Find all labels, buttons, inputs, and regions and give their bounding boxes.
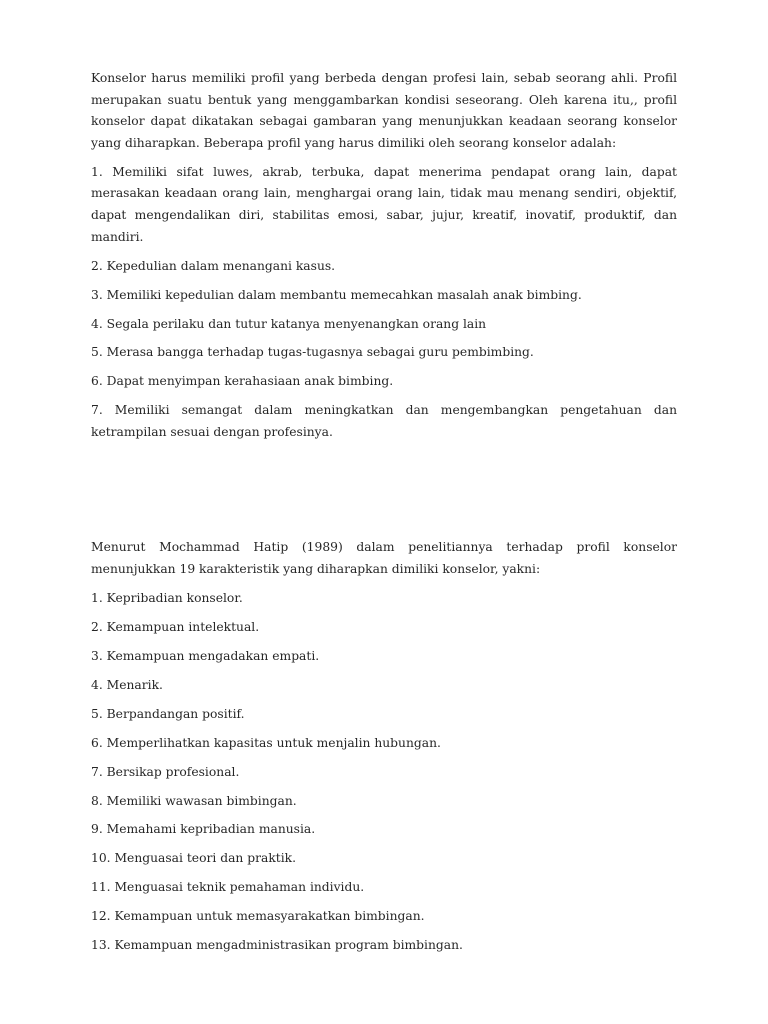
list-item: 12. Kemampuan untuk memasyarakatkan bimbingan. — [91, 909, 425, 924]
list-item: 4. Menarik. — [91, 677, 163, 692]
section-profil-konselor — [91, 68, 677, 444]
list-item: 11. Menguasai teknik pemahaman individu. — [91, 880, 365, 895]
intro-paragraph: Menurut Mochammad Hatip (1989) dalam penelitiannya terhadap profil konselor menunjukkan 19 karakteristik yang diharapkan dimiliki konselor, yakni: — [91, 540, 677, 576]
list-item: 10. Menguasai teori dan praktik. — [91, 851, 297, 866]
list-item: 6. Memperlihatkan kapasitas untuk menjalin hubungan. — [91, 735, 441, 750]
list-item: 13. Kemampuan mengadministrasikan program bimbingan. — [91, 938, 463, 953]
intro-paragraph: Konselor harus memiliki profil yang berbeda dengan profesi lain, sebab seorang ahli. Profil merupakan suatu bentuk yang menggambarkan kondisi seseorang. Oleh karena itu,, profil konselor dapat dikatakan sebagai gambaran yang menunjukkan keadaan seorang konselor yang diharapkan. Beberapa profil yang harus dimiliki oleh seorang konselor adalah: — [91, 71, 677, 150]
list-item: 3. Memiliki kepedulian dalam membantu memecahkan masalah anak bimbing. — [91, 287, 582, 302]
list-item: 6. Dapat menyimpan kerahasiaan anak bimbing. — [91, 374, 394, 389]
list-item: 5. Merasa bangga terhadap tugas-tugasnya sebagai guru pembimbing. — [91, 345, 534, 360]
list-item: 2. Kepedulian dalam menangani kasus. — [91, 258, 336, 273]
list-item: 4. Segala perilaku dan tutur katanya menyenangkan orang lain — [91, 316, 487, 331]
list-item: 5. Berpandangan positif. — [91, 706, 245, 721]
list-item: 7. Memiliki semangat dalam meningkatkan dan mengembangkan pengetahuan dan ketrampilan sesuai dengan profesinya. — [91, 403, 677, 440]
list-item: 1. Kepribadian konselor. — [91, 590, 243, 605]
list-item: 8. Memiliki wawasan bimbingan. — [91, 793, 297, 808]
list-item: 7. Bersikap profesional. — [91, 764, 240, 779]
list-item: 2. Kemampuan intelektual. — [91, 619, 260, 634]
list-item: 9. Memahami kepribadian manusia. — [91, 822, 316, 837]
section-karakteristik-konselor — [91, 537, 677, 957]
section-spacer — [91, 451, 677, 537]
list-item: 1. Memiliki sifat luwes, akrab, terbuka, dapat menerima pendapat orang lain, dapat merasakan keadaan orang lain, menghargai orang lain, tidak mau menang sendiri, objektif, dapat mengendalikan diri, stabilitas emosi, sabar, jujur, kreatif, inovatif, produktif, dan mandiri. — [91, 164, 677, 244]
list-item: 3. Kemampuan mengadakan empati. — [91, 648, 320, 663]
